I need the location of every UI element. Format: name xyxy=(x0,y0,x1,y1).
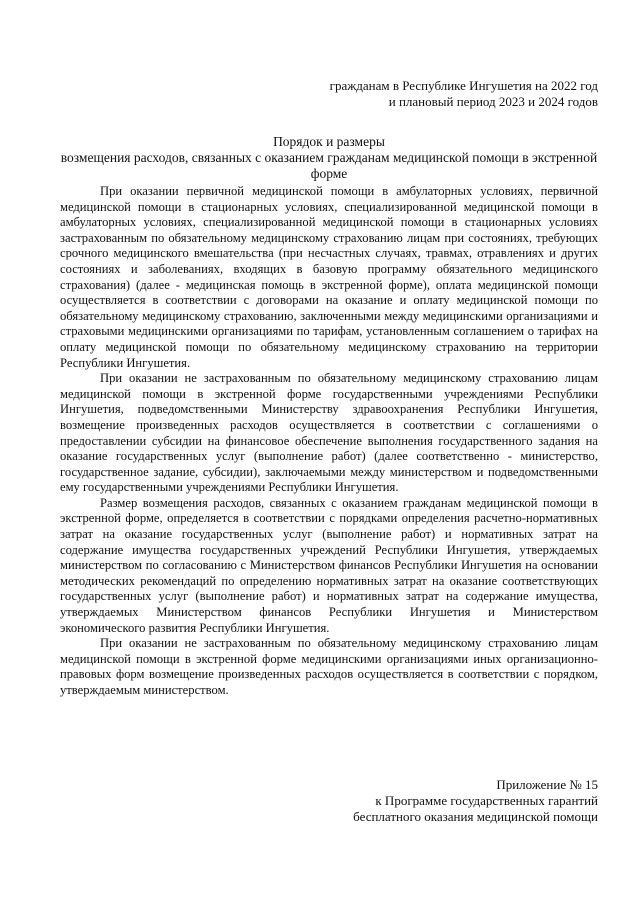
document-title xyxy=(60,134,598,182)
title-line-1: Порядок и размеры xyxy=(273,134,385,149)
appendix-line-1: Приложение № 15 xyxy=(496,777,598,792)
document-body xyxy=(60,184,598,699)
paragraph-4: При оказании не застрахованным по обязательному медицинскому страхованию лицам медицинской помощи в экстренной форме медицинскими организациями иных организационно-правовых форм возмещение произведенных расходов осуществляется в соответствии с порядком, утверждаемым министерством. xyxy=(60,636,598,697)
paragraph-1: При оказании первичной медицинской помощи в амбулаторных условиях, первичной медицинской помощи в стационарных условиях, специализированной медицинской помощи в амбулаторных условиях, специализированной медицинской помощи в стационарных условиях застрахованным по обязательному медицинскому страхованию лицам при состояниях, требующих срочного медицинского вмешательства (при несчастных случаях, травмах, отравлениях и других состояниях и заболеваниях, входящих в базовую программу обязательного медицинского страхования) (далее - медицинская помощь в экстренной форме), оплата медицинской помощи осуществляется в соответствии с договорами на оказание и оплату медицинской помощи по обязательному медицинскому страхованию, заключенными между медицинскими организациями и страховыми медицинскими организациями по тарифам, установленным соглашением о тарифах на оплату медицинской помощи по обязательному медицинскому страхованию на территории Республики Ингушетия. xyxy=(60,184,598,370)
appendix-line-3: бесплатного оказания медицинской помощи xyxy=(353,809,598,824)
header-line-2: и плановый период 2023 и 2024 годов xyxy=(388,94,598,109)
paragraph-2: При оказании не застрахованным по обязательному медицинскому страхованию лицам медицинской помощи в экстренной форме государственными учреждениями Республики Ингушетия, подведомственными Министерству здравоохранения Республики Ингушетия, возмещение произведенных расходов осуществляется в соответствии с соглашениями о предоставлении субсидии на финансовое обеспечение выполнения государственного задания на оказание государственных услуг (выполнение работ) (далее соответственно - министерство, государственное задание, субсидии), заключаемыми между министерством и подведомственными ему государственными учреждениями Республики Ингушетия. xyxy=(60,371,598,495)
appendix-reference xyxy=(353,777,598,825)
paragraph-3: Размер возмещения расходов, связанных с оказанием гражданам медицинской помощи в экстренной форме, определяется в соответствии с порядками определения расчетно-нормативных затрат на оказание государственных услуг (выполнение работ) и нормативных затрат на содержание имущества государственных учреждений Республики Ингушетия, утверждаемых министерством по согласованию с Министерством финансов Республики Ингушетия на основании методических рекомендаций по определению нормативных затрат на оказание соответствующих государственных услуг (выполнение работ) и нормативных затрат на содержание имущества, утверждаемых Министерством финансов Республики Ингушетия и Министерством экономического развития Республики Ингушетия. xyxy=(60,495,598,635)
header-reference xyxy=(330,78,598,110)
appendix-line-2: к Программе государственных гарантий xyxy=(375,793,598,808)
title-line-2: возмещения расходов, связанных с оказанием гражданам медицинской помощи в экстренной xyxy=(60,150,598,165)
header-line-1: гражданам в Республике Ингушетия на 2022 год xyxy=(329,78,598,93)
title-line-3: форме xyxy=(310,166,348,181)
